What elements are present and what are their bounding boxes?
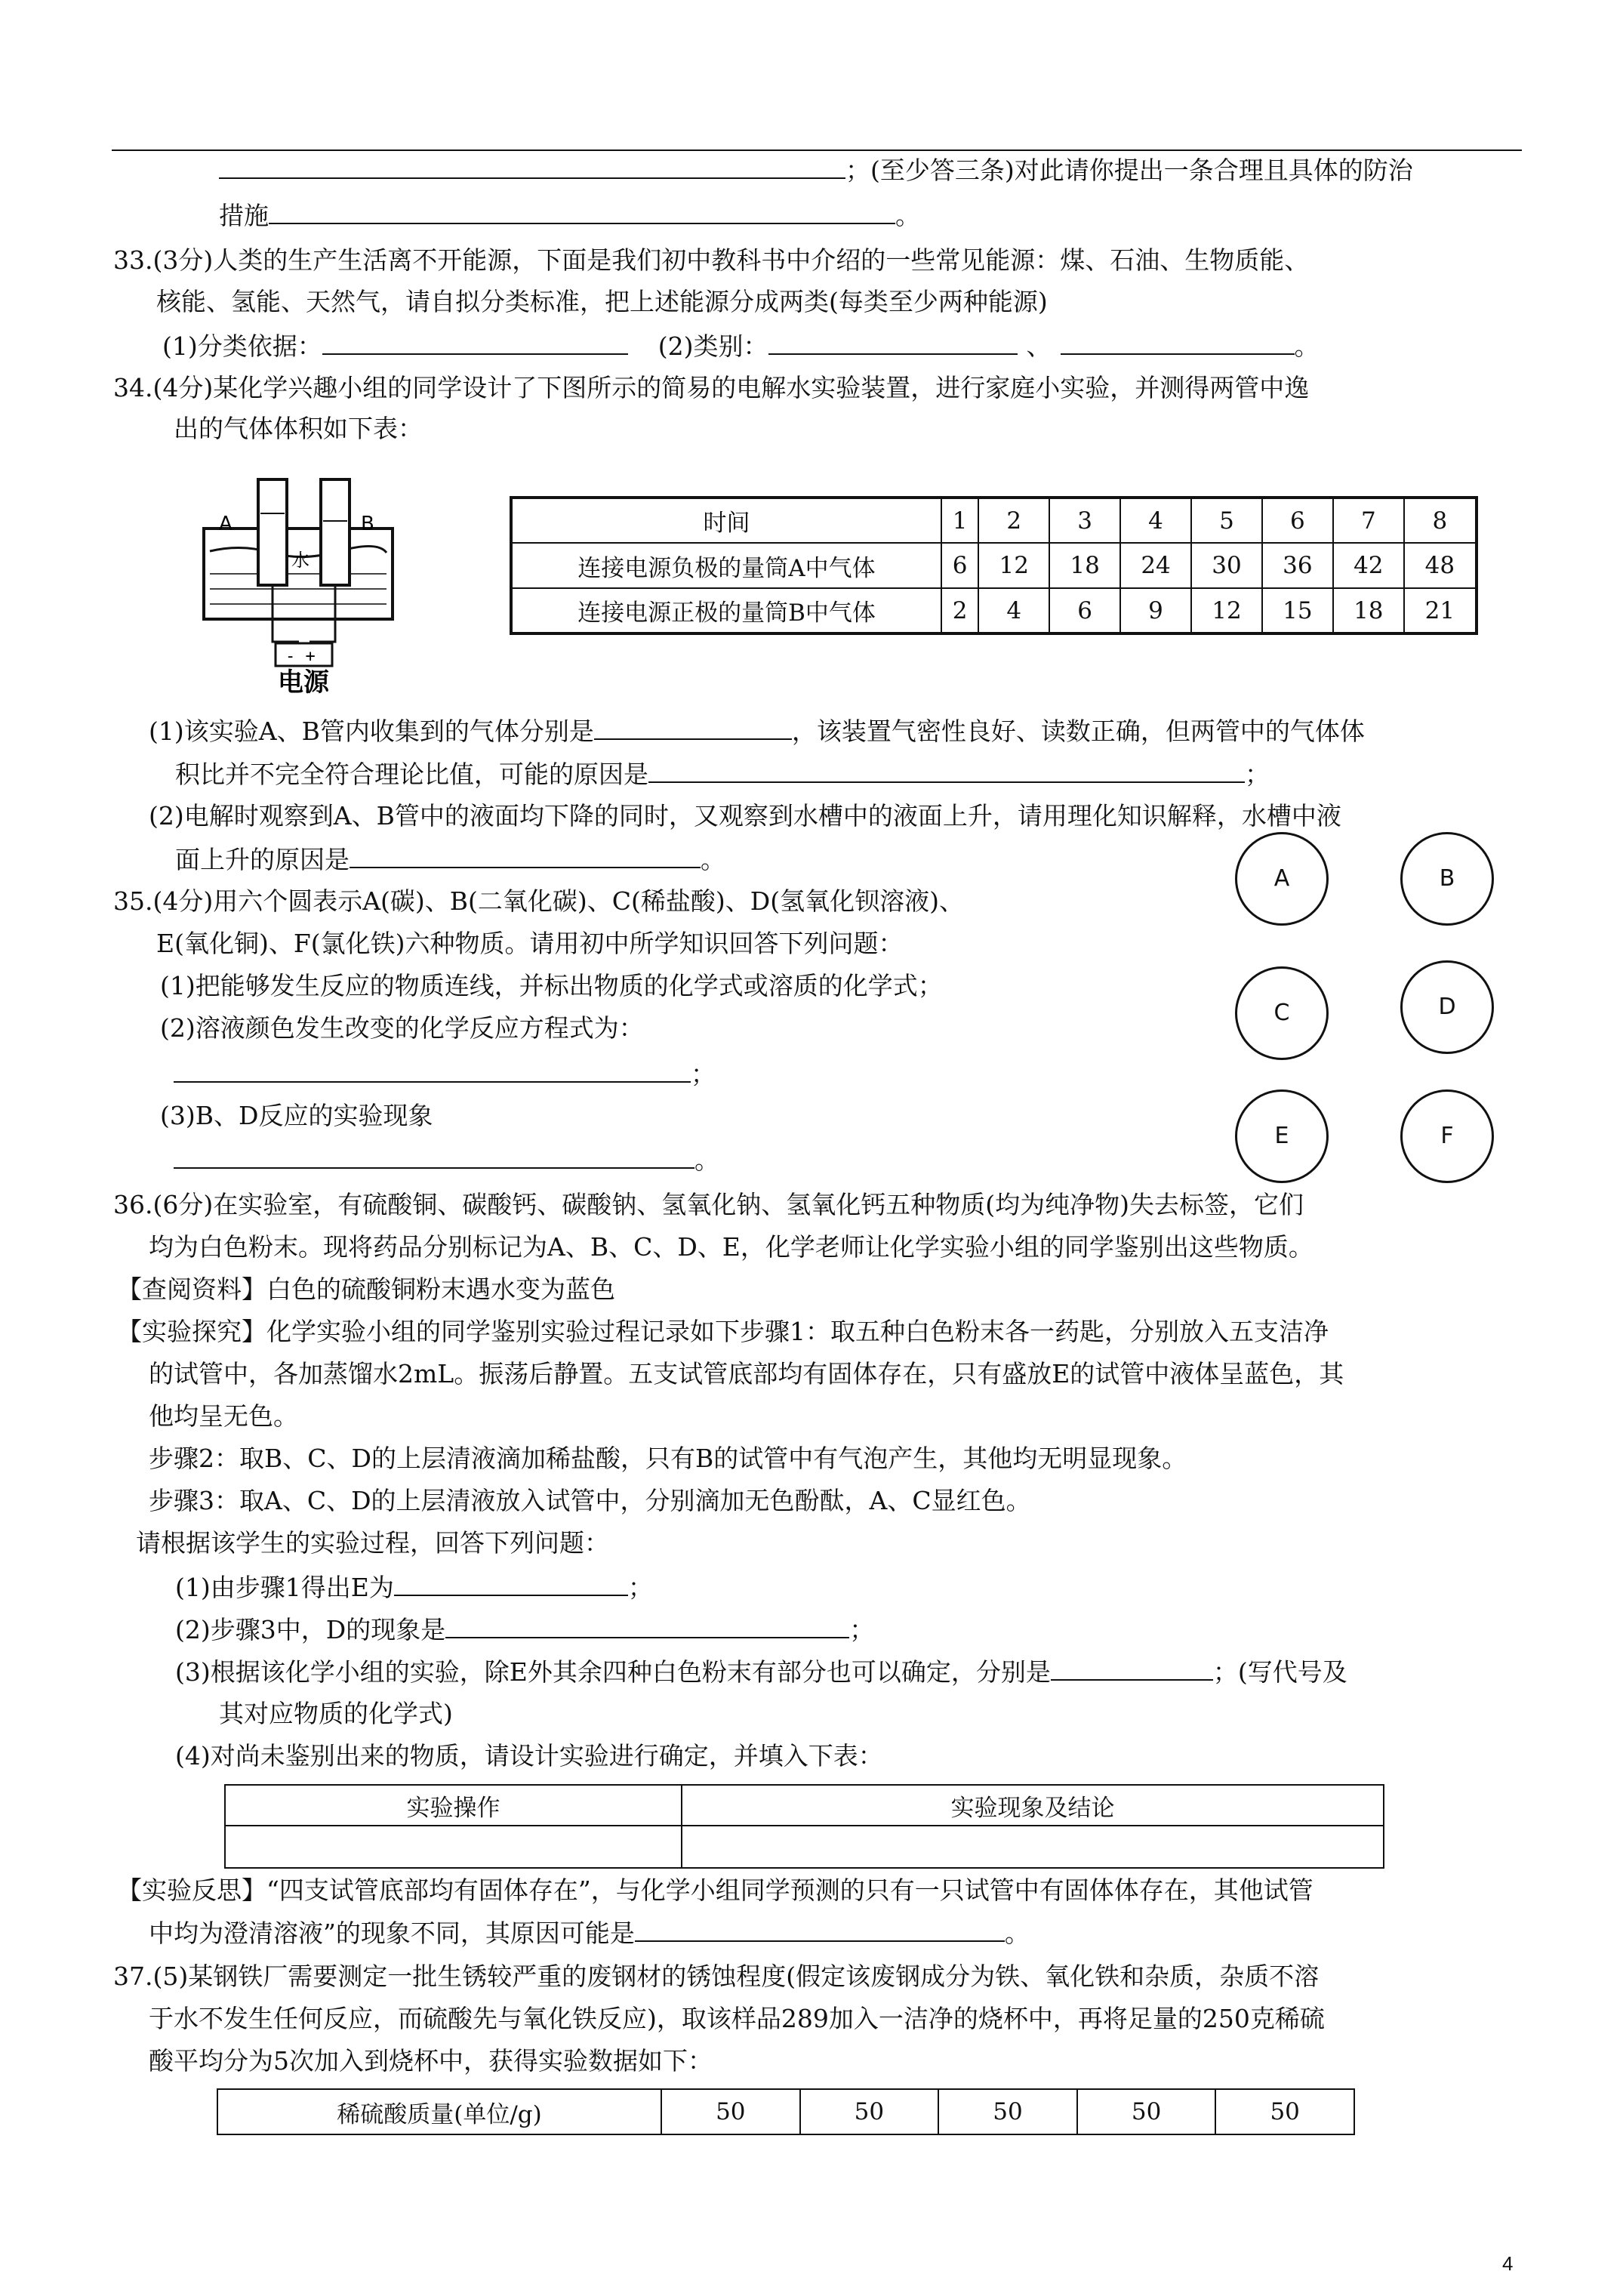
page-number: 4 bbox=[1502, 2252, 1514, 2275]
battery-label: - + bbox=[285, 647, 316, 666]
table-cell: 连接电源负极的量筒A中气体 bbox=[511, 543, 941, 588]
q36-experiment-line-2: 的试管中，各加蒸馏水2mL。振荡后静置。五支试管底部均有固体存在，只有盛放E的试管中液体呈蓝色，其 bbox=[149, 1359, 1344, 1388]
q36-reflect-line-2: 中均为澄清溶液”的现象不同，其原因可能是 。 bbox=[149, 1918, 1030, 1948]
q37-line-2: 于水不发生任何反应，而硫酸先与氧化铁反应)，取该样品289加入一洁净的烧杯中，再将足量的250克稀硫 bbox=[149, 2004, 1325, 2033]
tube-a bbox=[258, 479, 287, 585]
q34-line-2: 出的气体体积如下表： bbox=[174, 414, 423, 443]
circle-f[interactable]: F bbox=[1400, 1089, 1494, 1183]
table-cell: 稀硫酸质量(单位/g) bbox=[217, 2089, 661, 2134]
q36-step-2: 步骤2：取B、C、D的上层清液滴加稀盐酸，只有B的试管中有气泡产生，其他均无明显现象。 bbox=[149, 1444, 1187, 1473]
acid-mass-table bbox=[217, 2088, 1355, 2135]
q35-part3-answer: 。 bbox=[174, 1145, 719, 1176]
table-cell: 时间 bbox=[511, 498, 941, 543]
table-cell: 36 bbox=[1262, 543, 1333, 588]
table-cell: 8 bbox=[1404, 498, 1477, 543]
q35-part1: (1)把能够发生反应的物质连线，并标出物质的化学式或溶质的化学式； bbox=[160, 971, 943, 1000]
gas-volume-table bbox=[510, 496, 1478, 635]
table-row bbox=[511, 588, 1477, 633]
answer-blank[interactable] bbox=[219, 155, 845, 179]
table-cell: 21 bbox=[1404, 588, 1477, 633]
q37-line-3: 酸平均分为5次加入到烧杯中，获得实验数据如下： bbox=[149, 2046, 713, 2076]
header-line-1: ；(至少答三条)对此请你提出一条合理且具体的防治 bbox=[219, 155, 1413, 186]
q35-line-2: E(氧化铜)、F(氯化铁)六种物质。请用初中所学知识回答下列问题： bbox=[156, 929, 904, 958]
table-cell: 24 bbox=[1120, 543, 1191, 588]
q36-reference: 【查阅资料】白色的硫酸铜粉末遇水变为蓝色 bbox=[117, 1274, 615, 1304]
d-phenomenon-blank[interactable] bbox=[445, 1614, 849, 1638]
q36-reflect-line-1: 【实验反思】“四支试管底部均有固体存在”，与化学小组同学预测的只有一只试管中有固体体存在，其他试管 bbox=[117, 1875, 1313, 1905]
q36-sub-1: (1)由步骤1得出E为 ； bbox=[175, 1573, 653, 1602]
water-hatching bbox=[210, 574, 387, 604]
circle-b[interactable]: B bbox=[1400, 832, 1494, 926]
table-cell: 50 bbox=[1215, 2089, 1354, 2134]
table-cell: 6 bbox=[941, 543, 978, 588]
e-identity-blank[interactable] bbox=[394, 1572, 628, 1596]
label-b: B bbox=[361, 513, 374, 535]
category-blank-1[interactable] bbox=[768, 331, 1018, 355]
table-cell: 30 bbox=[1191, 543, 1262, 588]
table-cell: 6 bbox=[1262, 498, 1333, 543]
label-a: A bbox=[219, 513, 233, 535]
table-cell: 2 bbox=[978, 498, 1049, 543]
q34-line-1: 34.(4分)某化学兴趣小组的同学设计了下图所示的简易的电解水实验装置，进行家庭小实验，并测得两管中逸 bbox=[113, 373, 1310, 402]
top-rule bbox=[112, 149, 1522, 151]
table-cell: 2 bbox=[941, 588, 978, 633]
table-cell: 18 bbox=[1049, 543, 1120, 588]
q36-sub-4: (4)对尚未鉴别出来的物质，请设计实验进行确定，并填入下表： bbox=[175, 1741, 883, 1771]
q34-part2-line2: 面上升的原因是 。 bbox=[175, 845, 725, 874]
q36-experiment-line-1: 【实验探究】化学实验小组的同学鉴别实验过程记录如下步骤1：取五种白色粉末各一药匙，分别放入五支洁净 bbox=[117, 1317, 1329, 1346]
table-cell: 实验操作 bbox=[225, 1785, 682, 1826]
table-cell: 4 bbox=[978, 588, 1049, 633]
table-cell: 7 bbox=[1333, 498, 1404, 543]
experiment-design-table bbox=[224, 1784, 1384, 1869]
phenomenon-blank[interactable] bbox=[174, 1145, 694, 1169]
table-cell: 50 bbox=[938, 2089, 1077, 2134]
table-cell: 连接电源正极的量筒B中气体 bbox=[511, 588, 941, 633]
table-cell: 5 bbox=[1191, 498, 1262, 543]
table-cell: 50 bbox=[1077, 2089, 1216, 2134]
table-row bbox=[511, 498, 1477, 543]
q36-line-1: 36.(6分)在实验室，有硫酸铜、碳酸钙、碳酸钠、氢氧化钠、氢氧化钙五种物质(均为纯净物)失去标签，它们 bbox=[113, 1190, 1304, 1219]
table-row bbox=[217, 2089, 1354, 2134]
identified-substances-blank[interactable] bbox=[1051, 1657, 1213, 1681]
circle-a[interactable]: A bbox=[1235, 832, 1329, 926]
result-input-cell[interactable] bbox=[682, 1826, 1384, 1868]
q36-step-3: 步骤3：取A、C、D的上层清液放入试管中，分别滴加无色酚酞，A、C显红色。 bbox=[149, 1486, 1031, 1515]
table-row bbox=[225, 1785, 1384, 1826]
q36-sub-2: (2)步骤3中，D的现象是 ； bbox=[175, 1615, 875, 1644]
q36-sub-3: (3)根据该化学小组的实验，除E外其余四种白色粉末有部分也可以确定，分别是 ；(写代号及 bbox=[175, 1657, 1347, 1687]
q35-part2-answer: ； bbox=[174, 1059, 716, 1089]
table-cell: 4 bbox=[1120, 498, 1191, 543]
table-cell: 12 bbox=[1191, 588, 1262, 633]
q35-part2: (2)溶液颜色发生改变的化学反应方程式为： bbox=[160, 1013, 644, 1043]
q36-sub-3-cont: 其对应物质的化学式) bbox=[219, 1699, 453, 1728]
table-row bbox=[225, 1826, 1384, 1868]
table-cell: 6 bbox=[1049, 588, 1120, 633]
table-cell: 9 bbox=[1120, 588, 1191, 633]
table-cell: 3 bbox=[1049, 498, 1120, 543]
q33-answer-line: (1)分类依据： (2)类别： 、 。 bbox=[162, 331, 1320, 361]
table-cell: 50 bbox=[661, 2089, 800, 2134]
electrolysis-apparatus-figure bbox=[189, 468, 415, 695]
q37-line-1: 37.(5)某钢铁厂需要测定一批生锈较严重的废钢材的锈蚀程度(假定该废钢成分为铁、氧化铁和杂质，杂质不溶 bbox=[113, 1962, 1320, 1991]
q34-part1-line2: 积比并不完全符合理论比值，可能的原因是 ； bbox=[175, 760, 1270, 789]
q33-line-1: 33.(3分)人类的生产生活离不开能源，下面是我们初中教科书中介绍的一些常见能源：煤、石油、生物质能、 bbox=[113, 245, 1310, 275]
table-cell: 50 bbox=[800, 2089, 939, 2134]
answer-blank[interactable] bbox=[269, 200, 895, 224]
reason-blank[interactable] bbox=[648, 759, 1245, 783]
table-cell: 实验现象及结论 bbox=[682, 1785, 1384, 1826]
q34-part2-line1: (2)电解时观察到A、B管中的液面均下降的同时，又观察到水槽中的液面上升，请用理化知识解释，水槽中液 bbox=[149, 801, 1341, 831]
q33-line-2: 核能、氢能、天然气，请自拟分类标准，把上述能源分成两类(每类至少两种能源) bbox=[156, 287, 1048, 316]
gases-blank[interactable] bbox=[594, 716, 792, 740]
q36-ask: 请根据该学生的实验过程，回答下列问题： bbox=[136, 1528, 609, 1558]
q34-part1-line1: (1)该实验A、B管内收集到的气体分别是 ，该装置气密性良好、读数正确，但两管中的气体体 bbox=[149, 717, 1365, 746]
water-label: 水 bbox=[291, 550, 310, 571]
q35-part3: (3)B、D反应的实验现象 bbox=[160, 1101, 433, 1130]
table-cell: 1 bbox=[941, 498, 978, 543]
q36-experiment-line-3: 他均呈无色。 bbox=[149, 1401, 298, 1431]
table-cell: 42 bbox=[1333, 543, 1404, 588]
basis-blank[interactable] bbox=[322, 331, 628, 355]
circle-d[interactable]: D bbox=[1400, 960, 1494, 1054]
table-cell: 12 bbox=[978, 543, 1049, 588]
q35-line-1: 35.(4分)用六个圆表示A(碳)、B(二氧化碳)、C(稀盐酸)、D(氢氧化钡溶液)、 bbox=[113, 886, 965, 916]
circle-c[interactable]: C bbox=[1235, 966, 1329, 1060]
table-cell: 48 bbox=[1404, 543, 1477, 588]
table-cell: 18 bbox=[1333, 588, 1404, 633]
tube-b bbox=[321, 479, 350, 585]
table-row bbox=[511, 543, 1477, 588]
circle-e[interactable]: E bbox=[1235, 1089, 1329, 1183]
category-blank-2[interactable] bbox=[1061, 331, 1295, 355]
power-label: 电源 bbox=[278, 667, 329, 695]
tank-rise-reason-blank[interactable] bbox=[350, 844, 701, 868]
header-line-2: 措施 。 bbox=[219, 201, 920, 230]
q36-line-2: 均为白色粉末。现将药品分别标记为A、B、C、D、E，化学老师让化学实验小组的同学鉴别出这些物质。 bbox=[149, 1232, 1313, 1262]
wires bbox=[273, 585, 335, 642]
equation-blank[interactable] bbox=[174, 1059, 691, 1083]
table-cell: 15 bbox=[1262, 588, 1333, 633]
reflect-reason-blank[interactable] bbox=[635, 1918, 1005, 1942]
operation-input-cell[interactable] bbox=[225, 1826, 682, 1868]
